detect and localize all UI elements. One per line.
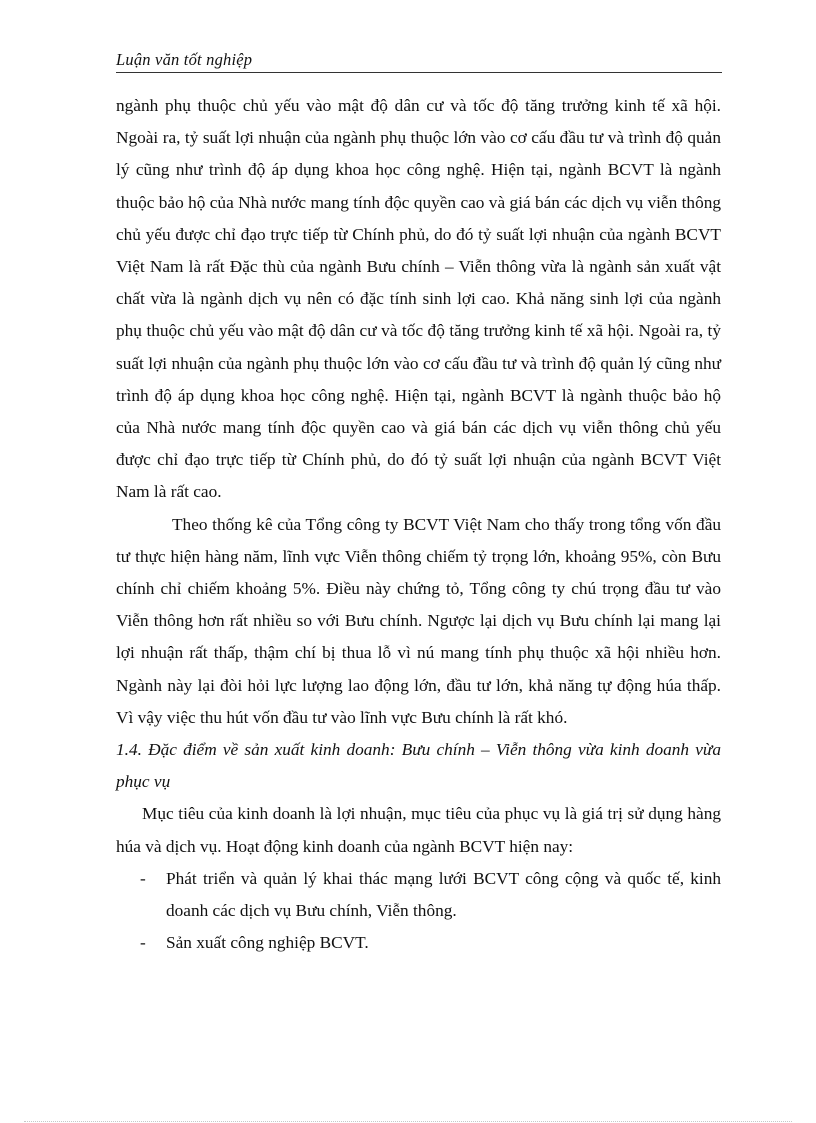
list-item-text: Phát triển và quản lý khai thác mạng lưới BCVT công cộng và quốc tế, kinh doanh các dịch vụ Bưu chính, Viễn thông. <box>166 868 721 921</box>
activity-list <box>116 863 721 960</box>
bullet-dash: - <box>140 933 146 953</box>
page-bottom-divider <box>24 1121 792 1122</box>
body-paragraph-1: ngành phụ thuộc chủ yếu vào mật độ dân cư và tốc độ tăng trưởng kinh tế xã hội. Ngoài ra, tỷ suất lợi nhuận của ngành phụ thuộc lớn vào cơ cấu đầu tư và trình độ quản lý cũng như trình độ áp dụng khoa học công nghệ. Hiện tại, ngành BCVT là ngành thuộc bảo hộ của Nhà nước mang tính độc quyền cao và giá bán các dịch vụ viễn thông chủ yếu được chỉ đạo trực tiếp từ Chính phủ, do đó tỷ suất lợi nhuận của ngành BCVT Việt Nam là rất Đặc thù của ngành Bưu chính – Viễn thông vừa là ngành sản xuất vật chất vừa là ngành dịch vụ nên có đặc tính sinh lợi cao. Khả năng sinh lợi của ngành phụ thuộc chủ yếu vào mật độ dân cư và tốc độ tăng trưởng kinh tế xã hội. Ngoài ra, tỷ suất lợi nhuận của ngành phụ thuộc lớn vào cơ cấu đầu tư và trình độ quản lý cũng như trình độ áp dụng khoa học công nghệ. Hiện tại, ngành BCVT là ngành thuộc bảo hộ của Nhà nước mang tính độc quyền cao và giá bán các dịch vụ viễn thông chủ yếu được chỉ đạo trực tiếp từ Chính phủ, do đó tỷ suất lợi nhuận của ngành BCVT Việt Nam là rất cao. <box>116 96 721 502</box>
header-title: Luận văn tốt nghiệp <box>116 50 253 69</box>
list-item <box>116 863 721 927</box>
bullet-dash: - <box>140 868 146 888</box>
body-paragraph-2: Theo thống kê của Tổng công ty BCVT Việt Nam cho thấy trong tổng vốn đầu tư thực hiện hàng năm, lĩnh vực Viễn thông chiếm tỷ trọng lớn, khoảng 95%, còn Bưu chính chỉ chiếm khoảng 5%. Điều này chứng tỏ, Tổng công ty chú trọng đầu tư vào Viễn thông hơn rất nhiều so với Bưu chính. Ngược lại dịch vụ Bưu chính lại mang lại lợi nhuận rất thấp, thậm chí bị thua lỗ vì nú mang tính phụ thuộc xã hội nhiều hơn. Ngành này lại đòi hỏi lực lượng lao động lớn, đầu tư lớn, khả năng tự động húa thấp. Vì vậy việc thu hút vốn đầu tư vào lĩnh vực Bưu chính là rất khó. <box>116 514 721 727</box>
section-heading-1-4: 1.4. Đặc điểm về sản xuất kinh doanh: Bưu chính – Viễn thông vừa kinh doanh vừa phục vụ <box>116 740 721 792</box>
page-header <box>116 48 722 73</box>
body-paragraph-3: Mục tiêu của kinh doanh là lợi nhuận, mục tiêu của phục vụ là giá trị sử dụng hàng húa và dịch vụ. Hoạt động kinh doanh của ngành BCVT hiện nay: <box>116 804 721 856</box>
document-body <box>116 90 721 959</box>
list-item-text: Sản xuất công nghiệp BCVT. <box>166 933 369 953</box>
list-item <box>116 927 721 959</box>
